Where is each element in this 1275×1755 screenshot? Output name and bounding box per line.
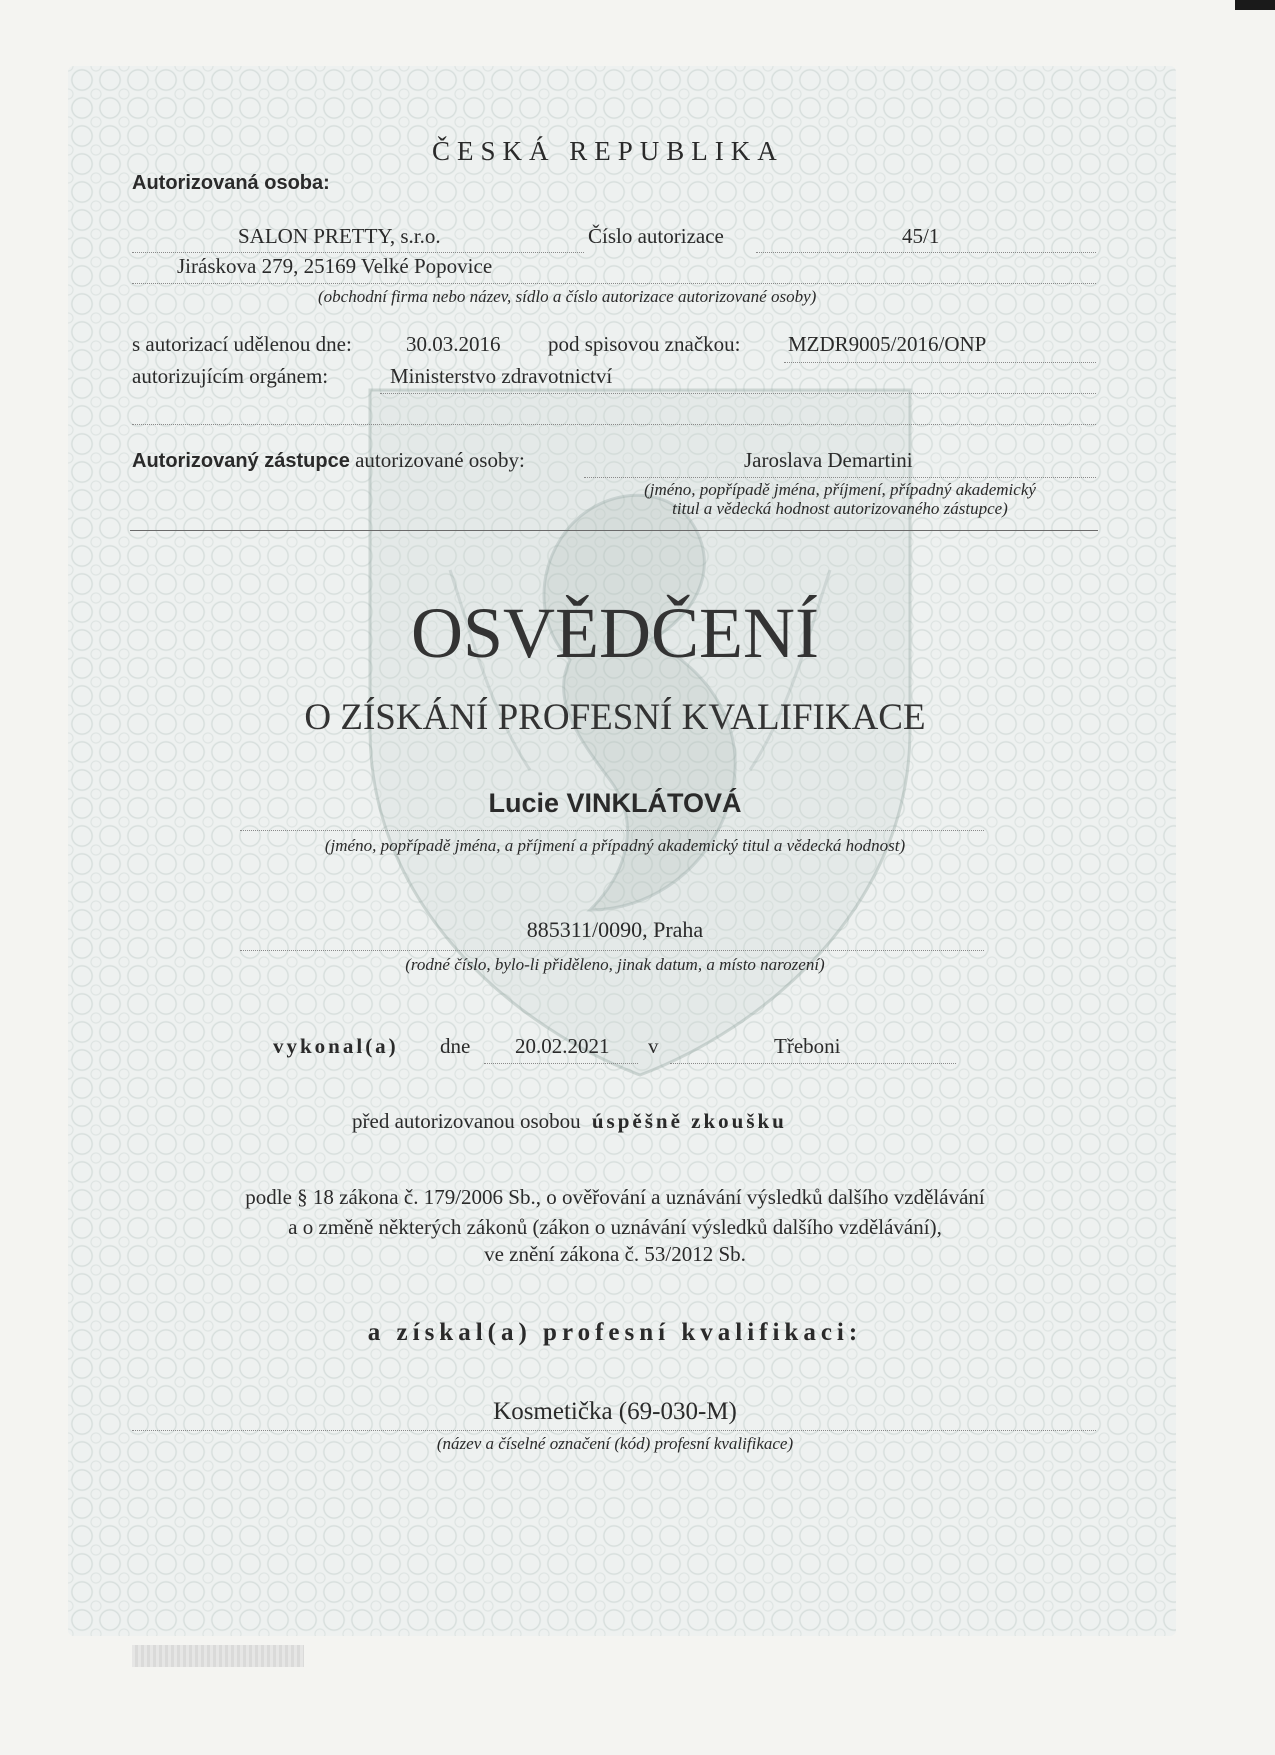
serial-print-mark <box>132 1645 304 1667</box>
granted-date: 30.03.2016 <box>406 332 501 356</box>
representative-label-bold: Autorizovaný zástupce <box>132 450 350 472</box>
holder-birth-note: (rodné číslo, bylo-li přiděleno, jinak datum, a místo narození) <box>405 955 825 974</box>
address-dotted-line <box>132 283 1096 284</box>
representative-note-line2: titul a vědecká hodnost autorizovaného zástupce) <box>672 499 1008 518</box>
performed-label: vykonal(a) <box>273 1034 399 1058</box>
holder-name-note: (jméno, popřípadě jména, a příjmení a případný akademický titul a vědecká hodnost) <box>324 836 906 855</box>
scan-corner-mark <box>1235 0 1275 10</box>
certificate-title: OSVĚDČENÍ <box>411 593 819 673</box>
file-number: MZDR9005/2016/ONP <box>788 332 987 356</box>
exam-place-label: v <box>648 1034 659 1058</box>
certificate-subtitle: O ZÍSKÁNÍ PROFESNÍ KVALIFIKACE <box>304 697 926 738</box>
authorized-person-label: Autorizovaná osoba: <box>132 172 330 194</box>
exam-result-line <box>352 1109 787 1134</box>
exam-date-dotted-line <box>484 1063 638 1064</box>
authority-label: autorizujícím orgánem: <box>132 364 329 388</box>
exam-before-text: před autorizovanou osobou <box>352 1109 581 1133</box>
representative-label-rest: autorizované osoby: <box>355 448 525 472</box>
authority-dotted-line <box>380 393 1096 394</box>
name-dotted-line <box>132 252 584 253</box>
exam-day-label: dne <box>440 1034 471 1058</box>
file-number-label: pod spisovou značkou: <box>548 332 741 356</box>
law-line-1: podle § 18 zákona č. 179/2006 Sb., o ověřování a uznávání výsledků dalšího vzdělávání <box>245 1185 985 1209</box>
representative-name: Jaroslava Demartini <box>744 448 913 472</box>
authorization-number-label: Číslo autorizace <box>588 224 724 248</box>
holder-name: Lucie VINKLÁTOVÁ <box>488 788 742 818</box>
holder-name-dotted-line <box>240 830 984 831</box>
holder-birth: 885311/0090, Praha <box>526 917 704 942</box>
authorized-person-note: (obchodní firma nebo název, sídlo a číslo autorizace autorizované osoby) <box>318 287 817 306</box>
exam-place-dotted-line <box>670 1063 956 1064</box>
blank-dotted-line <box>132 424 1096 425</box>
law-line-2: a o změně některých zákonů (zákon o uznávání výsledků dalšího vzdělávání), <box>288 1215 942 1239</box>
qualification-heading: a získal(a) profesní kvalifikaci: <box>367 1319 863 1346</box>
authorized-person-name: SALON PRETTY, s.r.o. <box>238 224 441 248</box>
representative-note-line1: (jméno, popřípadě jména, příjmení, případný akademický <box>644 480 1036 499</box>
law-line-3: ve znění zákona č. 53/2012 Sb. <box>484 1242 746 1266</box>
qualification-name: Kosmetička (69-030-M) <box>493 1398 737 1425</box>
section-divider <box>130 530 1098 531</box>
holder-birth-dotted-line <box>240 950 984 951</box>
granted-label: s autorizací udělenou dne: <box>132 332 352 356</box>
exam-place: Třeboni <box>774 1034 841 1058</box>
file-number-dotted-line <box>784 362 1096 363</box>
authorization-number: 45/1 <box>902 224 940 248</box>
qualification-note: (název a číselné označení (kód) profesní kvalifikace) <box>436 1434 794 1453</box>
authority-name: Ministerstvo zdravotnictví <box>390 364 613 388</box>
representative-label <box>132 448 525 473</box>
country-heading: ČESKÁ REPUBLIKA <box>432 136 784 166</box>
authorization-number-dotted-line <box>756 252 1096 253</box>
qualification-dotted-line <box>132 1430 1096 1431</box>
exam-date: 20.02.2021 <box>515 1034 610 1058</box>
representative-dotted-line <box>584 477 1096 478</box>
authorized-person-address: Jiráskova 279, 25169 Velké Popovice <box>177 254 493 278</box>
exam-success-text: úspěšně zkoušku <box>591 1109 787 1133</box>
